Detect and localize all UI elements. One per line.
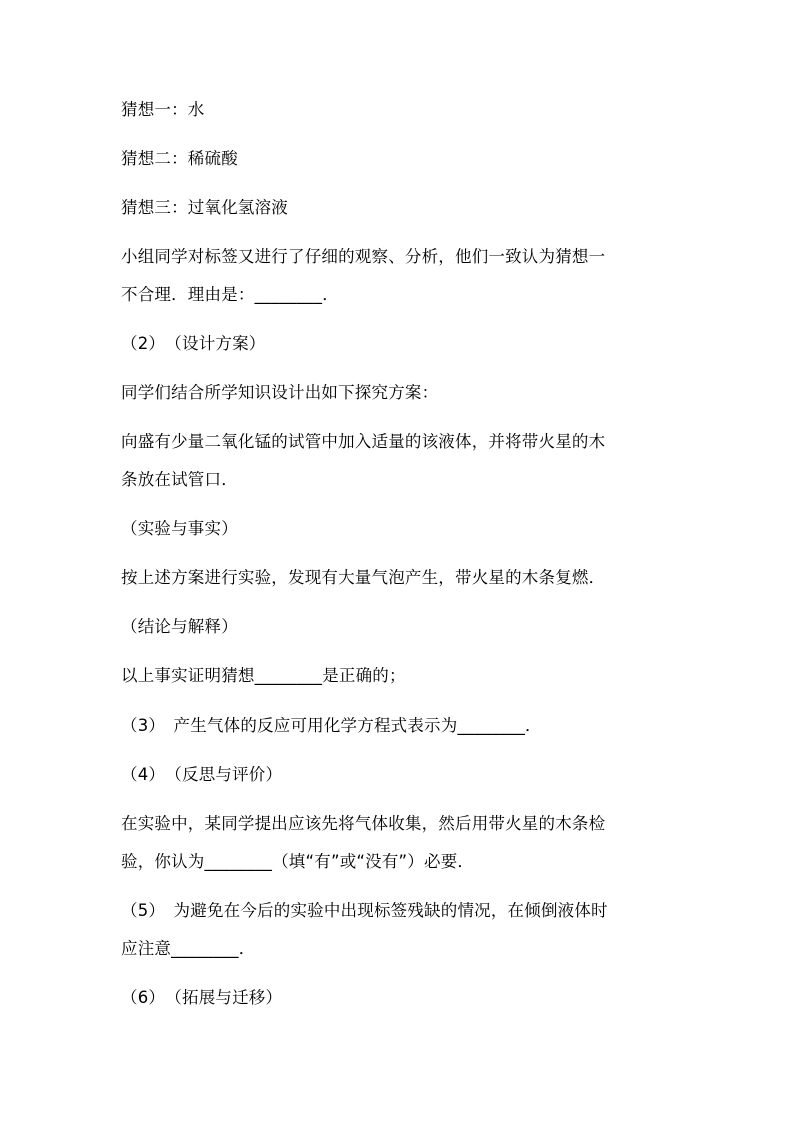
reflection-line-2: 验，你认为________（填“有”或“没有”）必要． (121, 852, 475, 871)
question-5-line-1: （5） 为避免在今后的实验中出现标签残缺的情况，在倾倒液体时 (121, 901, 608, 920)
design-intro: 同学们结合所学知识设计出如下探究方案： (121, 383, 439, 402)
analysis-line-1: 小组同学对标签又进行了仔细的观察、分析，他们一致认为猜想一 (121, 247, 606, 266)
design-line-2: 条放在试管口． (121, 470, 238, 489)
analysis-line-2: 不合理．理由是：________． (121, 285, 339, 304)
question-3: （3） 产生气体的反应可用化学方程式表示为________． (121, 716, 542, 735)
question-5-line-2: 应注意________． (121, 939, 256, 958)
hypothesis-1: 猜想一：水 (121, 100, 205, 119)
section-2-heading: （2） （设计方案） (121, 334, 266, 353)
reflection-line-1: 在实验中，某同学提出应该先将气体收集，然后用带火星的木条检 (121, 814, 606, 833)
experiment-heading: （实验与事实） (121, 519, 238, 538)
hypothesis-3: 猜想三：过氧化氢溶液 (121, 198, 288, 217)
conclusion-heading: （结论与解释） (121, 617, 238, 636)
question-6-heading: （6） （拓展与迁移） (121, 988, 283, 1007)
question-4-heading: （4） （反思与评价） (121, 765, 283, 784)
experiment-result: 按上述方案进行实验，发现有大量气泡产生，带火星的木条复燃． (121, 568, 606, 587)
hypothesis-2: 猜想二：稀硫酸 (121, 149, 238, 168)
conclusion-line: 以上事实证明猜想________是正确的； (121, 666, 406, 685)
design-line-1: 向盛有少量二氧化锰的试管中加入适量的该液体，并将带火星的木 (121, 432, 606, 451)
